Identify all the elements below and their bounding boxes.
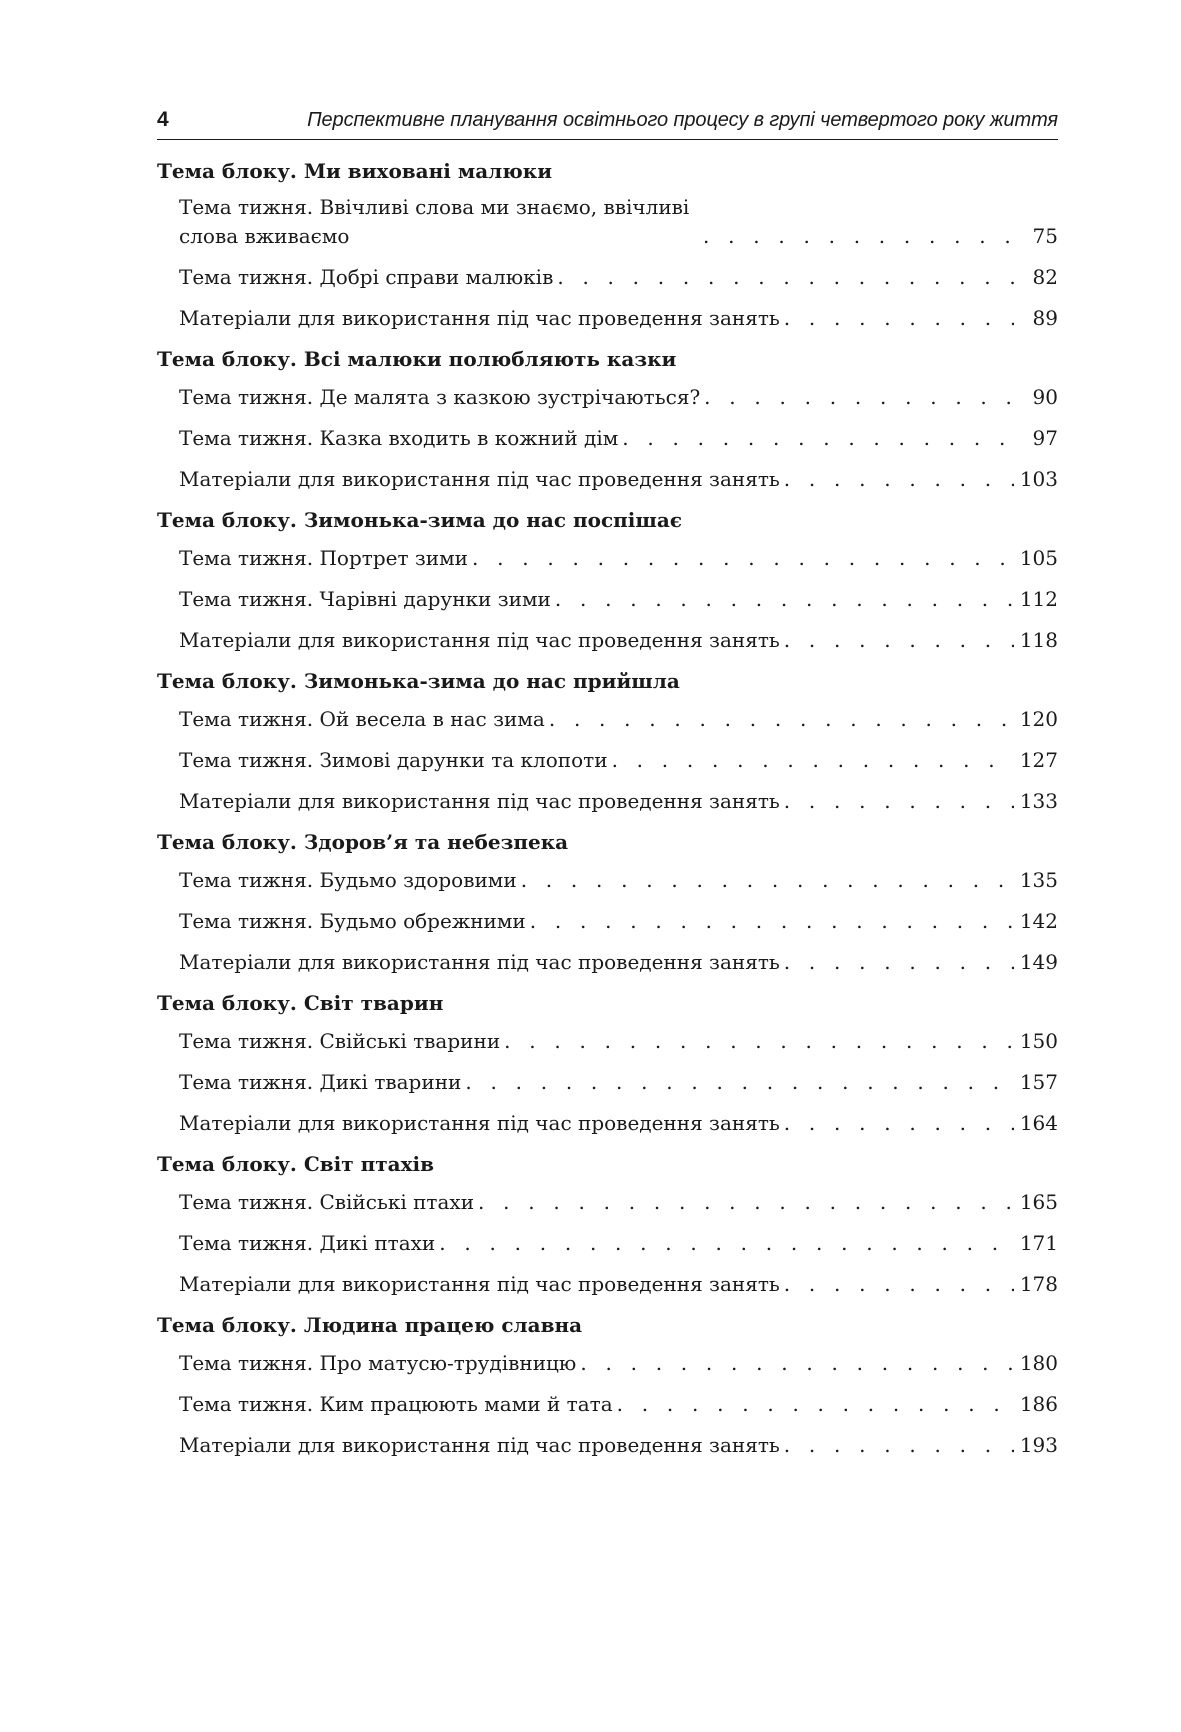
running-title: Перспективне планування освітнього процесу в групі четвертого року життя (307, 109, 1058, 131)
entry-page: 165 (1019, 1190, 1058, 1214)
toc-entry (179, 739, 1058, 780)
dot-leader (784, 1269, 1014, 1299)
toc-block (157, 154, 1058, 338)
entry-page: 150 (1019, 1029, 1058, 1053)
entry-label: Тема тижня. Ким працюють мами й тата (179, 1392, 613, 1416)
entry-page: 164 (1019, 1111, 1058, 1135)
document-page (157, 108, 1058, 1469)
toc-entry (179, 698, 1058, 739)
entry-label: Тема тижня. Чарівні дарунки зими (179, 587, 551, 611)
dot-leader (478, 1187, 1014, 1217)
dot-leader (784, 464, 1014, 494)
dot-leader (530, 906, 1014, 936)
entry-page: 186 (1019, 1392, 1058, 1416)
toc-entry (179, 1263, 1058, 1304)
toc-entry (179, 900, 1058, 941)
entry-page: 89 (1032, 306, 1058, 330)
block-title: Тема блоку. Ми виховані малюки (157, 159, 553, 183)
dot-leader (704, 382, 1014, 412)
entry-label: Матеріали для використання під час проведення занять (179, 467, 780, 491)
entry-label: Матеріали для використання під час проведення занять (179, 1433, 780, 1457)
toc-entry (179, 417, 1058, 458)
entry-page: 142 (1019, 909, 1058, 933)
toc-entry (179, 297, 1058, 338)
toc-entry (179, 1102, 1058, 1143)
toc-block (157, 986, 1058, 1143)
entry-label: Матеріали для використання під час проведення занять (179, 789, 780, 813)
dot-leader (784, 1108, 1014, 1138)
dot-leader (612, 745, 1014, 775)
running-header (157, 108, 1058, 140)
toc-block (157, 1308, 1058, 1465)
table-of-contents (157, 154, 1058, 1465)
toc-entry (179, 376, 1058, 417)
entry-page: 103 (1019, 467, 1058, 491)
toc-entry (179, 1424, 1058, 1465)
dot-leader (784, 1430, 1014, 1460)
dot-leader (622, 423, 1014, 453)
block-title: Тема блоку. Світ тварин (157, 991, 444, 1015)
block-title: Тема блоку. Зимонька-зима до нас поспішає (157, 508, 683, 532)
entry-page: 120 (1019, 707, 1058, 731)
entry-label: Тема тижня. Свійські птахи (179, 1190, 475, 1214)
entry-page: 127 (1019, 748, 1058, 772)
toc-block (157, 1147, 1058, 1304)
entry-label: Тема тижня. Казка входить в кожний дім (179, 426, 619, 450)
entry-page: 157 (1019, 1070, 1058, 1094)
toc-entry (179, 1020, 1058, 1061)
entry-label: Тема тижня. Зимові дарунки та клопоти (179, 748, 608, 772)
dot-leader (784, 303, 1014, 333)
toc-block (157, 664, 1058, 821)
toc-entry (179, 619, 1058, 660)
entry-label: Тема тижня. Дикі тварини (179, 1070, 462, 1094)
toc-entry (179, 1222, 1058, 1263)
toc-entry (179, 578, 1058, 619)
dot-leader (557, 262, 1014, 292)
toc-entry (179, 537, 1058, 578)
entry-label: Тема тижня. Будьмо здоровими (179, 868, 517, 892)
toc-block (157, 342, 1058, 499)
entry-label: Тема тижня. Ой весела в нас зима (179, 707, 545, 731)
toc-entry (179, 256, 1058, 297)
entry-label: Тема тижня. Ввічливі слова ми знаємо, ввічливі слова вживаємо (179, 195, 690, 248)
entry-page: 180 (1019, 1351, 1058, 1375)
entry-label: Тема тижня. Дикі птахи (179, 1231, 436, 1255)
entry-page: 178 (1019, 1272, 1058, 1296)
entry-page: 118 (1019, 628, 1058, 652)
toc-entry (179, 458, 1058, 499)
toc-entry (179, 1342, 1058, 1383)
entry-label: Матеріали для використання під час проведення занять (179, 628, 780, 652)
entry-page: 105 (1019, 546, 1058, 570)
entry-label: Тема тижня. Добрі справи малюків (179, 265, 554, 289)
entry-label: Матеріали для використання під час проведення занять (179, 1111, 780, 1135)
entry-page: 112 (1019, 587, 1058, 611)
dot-leader (549, 704, 1014, 734)
entry-label: Матеріали для використання під час проведення занять (179, 1272, 780, 1296)
entry-label: Матеріали для використання під час проведення занять (179, 306, 780, 330)
entry-label: Тема тижня. Свійські тварини (179, 1029, 501, 1053)
toc-entry (179, 859, 1058, 900)
block-title: Тема блоку. Світ птахів (157, 1152, 435, 1176)
page-number: 4 (157, 108, 169, 131)
entry-label: Тема тижня. Портрет зими (179, 546, 469, 570)
entry-page: 149 (1019, 950, 1058, 974)
entry-page: 171 (1019, 1231, 1058, 1255)
toc-block (157, 825, 1058, 982)
entry-page: 193 (1019, 1433, 1058, 1457)
toc-entry (179, 188, 1058, 256)
entry-page: 75 (1032, 224, 1058, 248)
entry-page: 97 (1032, 426, 1058, 450)
dot-leader (521, 865, 1014, 895)
dot-leader (784, 947, 1014, 977)
block-title: Тема блоку. Всі малюки полюбляють казки (157, 347, 677, 371)
toc-entry (179, 780, 1058, 821)
toc-entry (179, 1383, 1058, 1424)
dot-leader (555, 584, 1014, 614)
toc-entry (179, 1181, 1058, 1222)
entry-label: Матеріали для використання під час проведення занять (179, 950, 780, 974)
block-title: Тема блоку. Зимонька-зима до нас прийшла (157, 669, 680, 693)
toc-block (157, 503, 1058, 660)
entry-page: 82 (1032, 265, 1058, 289)
block-title: Тема блоку. Здоров’я та небезпека (157, 830, 569, 854)
dot-leader (784, 786, 1014, 816)
entry-label: Тема тижня. Будьмо обрежними (179, 909, 526, 933)
dot-leader (617, 1389, 1014, 1419)
entry-label: Тема тижня. Про матусю-трудівницю (179, 1351, 577, 1375)
dot-leader (465, 1067, 1014, 1097)
dot-leader (703, 221, 1014, 251)
toc-entry (179, 1061, 1058, 1102)
entry-page: 135 (1019, 868, 1058, 892)
block-title: Тема блоку. Людина працею славна (157, 1313, 583, 1337)
dot-leader (472, 543, 1014, 573)
dot-leader (504, 1026, 1014, 1056)
dot-leader (439, 1228, 1014, 1258)
dot-leader (580, 1348, 1014, 1378)
entry-page: 133 (1019, 789, 1058, 813)
entry-label: Тема тижня. Де малята з казкою зустрічаються? (179, 385, 701, 409)
toc-entry (179, 941, 1058, 982)
entry-page: 90 (1032, 385, 1058, 409)
dot-leader (784, 625, 1014, 655)
